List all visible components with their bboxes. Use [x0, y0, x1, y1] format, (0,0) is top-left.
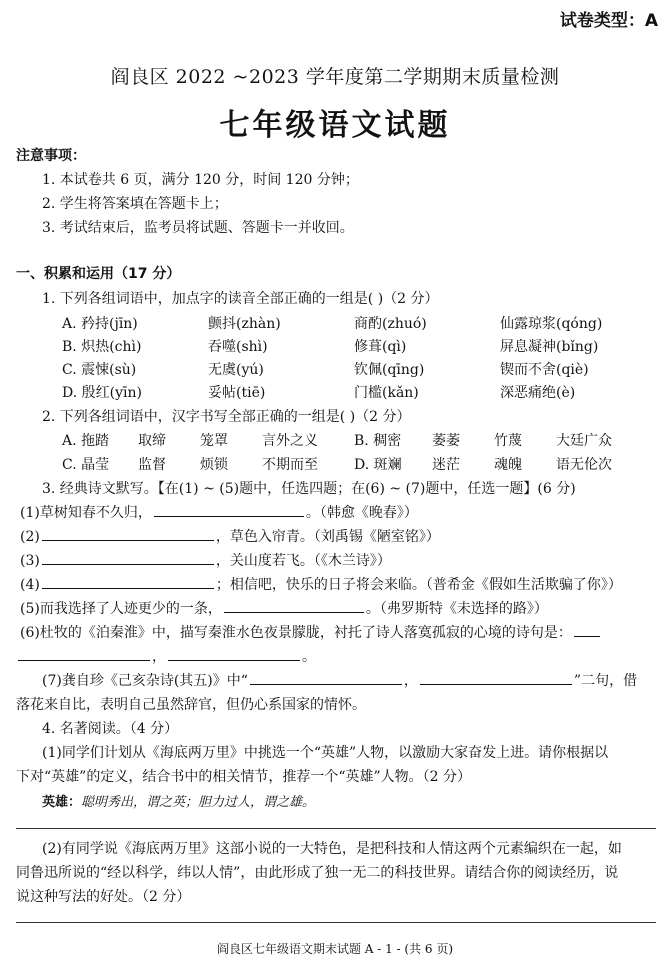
- q1-option: 吞噬(shì): [208, 339, 268, 355]
- q3-item-7-c: ”二句，借: [573, 673, 638, 689]
- section-heading: 一、积累和运用（17 分）: [16, 266, 181, 282]
- q1-option: A. 矜持(jīn): [62, 316, 138, 332]
- q3-line: [20, 502, 418, 522]
- q1-option: B. 炽热(chì): [62, 339, 142, 355]
- q3-item-7-a: (7)龚自珍《己亥杂诗(其五)》中“: [42, 673, 248, 689]
- q2-option: D. 斑斓: [354, 457, 402, 473]
- q2-option: 竹蔑: [494, 433, 522, 449]
- q3-line-post: ；相信吧，快乐的日子将会来临。（普希金《假如生活欺骗了你》）: [215, 577, 622, 593]
- hero-definition-text: 聪明秀出，谓之英；胆力过人，谓之雄。: [81, 795, 316, 810]
- q3-stem: 3. 经典诗文默写。【在(1) ~ (5)题中，任选四题；在(6) ~ (7)题中，任选一题】(6 分): [42, 481, 576, 497]
- q3-item-6-cont: [16, 646, 316, 666]
- q3-item-6-end: 。: [302, 649, 316, 665]
- paper-type: 试卷类型：A: [559, 11, 658, 31]
- q1-option: 钦佩(qīng): [354, 362, 425, 378]
- q2-option: 取缔: [138, 433, 166, 449]
- q2-option: 大廷广众: [556, 433, 612, 449]
- q1-option: 深恶痛绝(è): [500, 385, 576, 401]
- q2-option: 监督: [138, 457, 166, 473]
- answer-line: [16, 828, 656, 829]
- q1-option: 商酌(zhuó): [354, 316, 427, 332]
- answer-line: [16, 922, 656, 923]
- q4-p2-line3: 说这种写法的好处。（2 分）: [16, 889, 191, 905]
- q2-option: A. 拖踏: [62, 433, 110, 449]
- q1-option: 颤抖(zhàn): [208, 316, 281, 332]
- q3-line-pre: (3): [20, 553, 40, 569]
- q4-p2-line1: (2)有同学说《海底两万里》这部小说的一大特色，是把科技和人情这两个元素编织在一起，如: [42, 841, 622, 857]
- q2-option: 烦锁: [200, 457, 228, 473]
- answer-blank[interactable]: [420, 683, 572, 685]
- notes-item: 3. 考试结束后，监考员将试题、答题卡一并收回。: [42, 220, 354, 236]
- q3-item-7: [42, 670, 637, 690]
- answer-blank[interactable]: [42, 587, 214, 589]
- q1-option: C. 震悚(sù): [62, 362, 137, 378]
- q3-line-post: ，草色入帘青。（刘禹锡《陋室铭》）: [215, 529, 440, 545]
- q1-option: D. 殷红(yīn): [62, 385, 142, 401]
- comma: ，: [152, 649, 166, 665]
- q2-option: 魂魄: [494, 457, 522, 473]
- q2-option: 萎萎: [432, 433, 460, 449]
- q1-option: 无虞(yú): [208, 362, 264, 378]
- hero-definition: [42, 791, 315, 810]
- q3-item-6: [20, 622, 602, 642]
- hero-definition-label: 英雄：: [42, 795, 82, 810]
- q4-p2-line2: 同鲁迅所说的“经以科学，纬以人情”，由此形成了独一无二的科技世界。请结合你的阅读经历，说: [16, 865, 619, 881]
- q4-stem: 4. 名著阅读。（4 分）: [42, 721, 179, 737]
- q3-item-7-b: ，: [403, 673, 418, 689]
- answer-blank[interactable]: [18, 659, 150, 661]
- answer-blank[interactable]: [42, 563, 214, 565]
- q2-option: 笼罩: [200, 433, 228, 449]
- notes-item: 1. 本试卷共 6 页，满分 120 分，时间 120 分钟；: [42, 172, 359, 188]
- page-footer: 阎良区七年级语文期末试题 A - 1 - (共 6 页): [216, 942, 454, 956]
- q2-option: B. 稠密: [354, 433, 402, 449]
- q3-line-post: ，关山度若飞。（《木兰诗》）: [215, 553, 391, 569]
- q4-p1-line1: (1)同学们计划从《海底两万里》中挑选一个“英雄”人物，以激励大家奋发上进。请你根据以: [42, 745, 609, 761]
- q3-line: [20, 526, 440, 546]
- q1-stem: 1. 下列各组词语中，加点字的读音全部正确的一组是( )（2 分）: [42, 291, 439, 307]
- notes-heading: 注意事项：: [16, 148, 86, 164]
- answer-blank[interactable]: [250, 683, 402, 685]
- q1-option: 修葺(qì): [354, 339, 407, 355]
- q2-option: C. 晶莹: [62, 457, 110, 473]
- q2-option: 迷茫: [432, 457, 460, 473]
- q3-line: [20, 598, 548, 618]
- q3-line-post: 。（韩愈《晚春》）: [305, 505, 418, 521]
- exam-title: 阎良区 2022 ~2023 学年度第二学期期末质量检测: [110, 66, 560, 88]
- q1-option: 仙露琼浆(qóng): [500, 316, 603, 332]
- q2-option: 言外之义: [262, 433, 318, 449]
- q2-stem: 2. 下列各组词语中，汉字书写全部正确的一组是( )（2 分）: [42, 409, 411, 425]
- subject-title: 七年级语文试题: [219, 108, 451, 143]
- q2-option: 语无伦次: [556, 457, 612, 473]
- q1-option: 锲而不舍(qiè): [500, 362, 589, 378]
- q3-line-pre: (1)草树知春不久归，: [20, 505, 152, 521]
- q4-p1-line2: 下对“英雄”的定义，结合书中的相关情节，推荐一个“英雄”人物。（2 分）: [16, 769, 471, 785]
- q3-line-pre: (5)而我选择了人迹更少的一条，: [20, 601, 222, 617]
- answer-blank[interactable]: [154, 515, 304, 517]
- q1-option: 门槛(kǎn): [354, 385, 419, 401]
- q3-line: [20, 574, 622, 594]
- q3-line-pre: (4): [20, 577, 40, 593]
- notes-item: 2. 学生将答案填在答题卡上；: [42, 196, 228, 212]
- q2-option: 不期而至: [262, 457, 318, 473]
- q3-line-post: 。（弗罗斯特《未选择的路》）: [365, 601, 548, 617]
- answer-blank[interactable]: [224, 611, 364, 613]
- q3-line: [20, 550, 391, 570]
- q3-item-7-cont: 落花来自比，表明自己虽然辞官，但仍心系国家的情怀。: [16, 697, 366, 713]
- q3-line-pre: (2): [20, 529, 40, 545]
- answer-blank[interactable]: [42, 539, 214, 541]
- q1-option: 屏息凝神(bǐng): [500, 339, 599, 355]
- answer-blank[interactable]: [574, 635, 600, 637]
- q1-option: 妥帖(tiē): [208, 385, 266, 401]
- q3-item-6-text: (6)杜牧的《泊秦淮》中，描写秦淮水色夜景朦胧，衬托了诗人落寞孤寂的心境的诗句是：: [20, 625, 572, 641]
- answer-blank[interactable]: [168, 659, 300, 661]
